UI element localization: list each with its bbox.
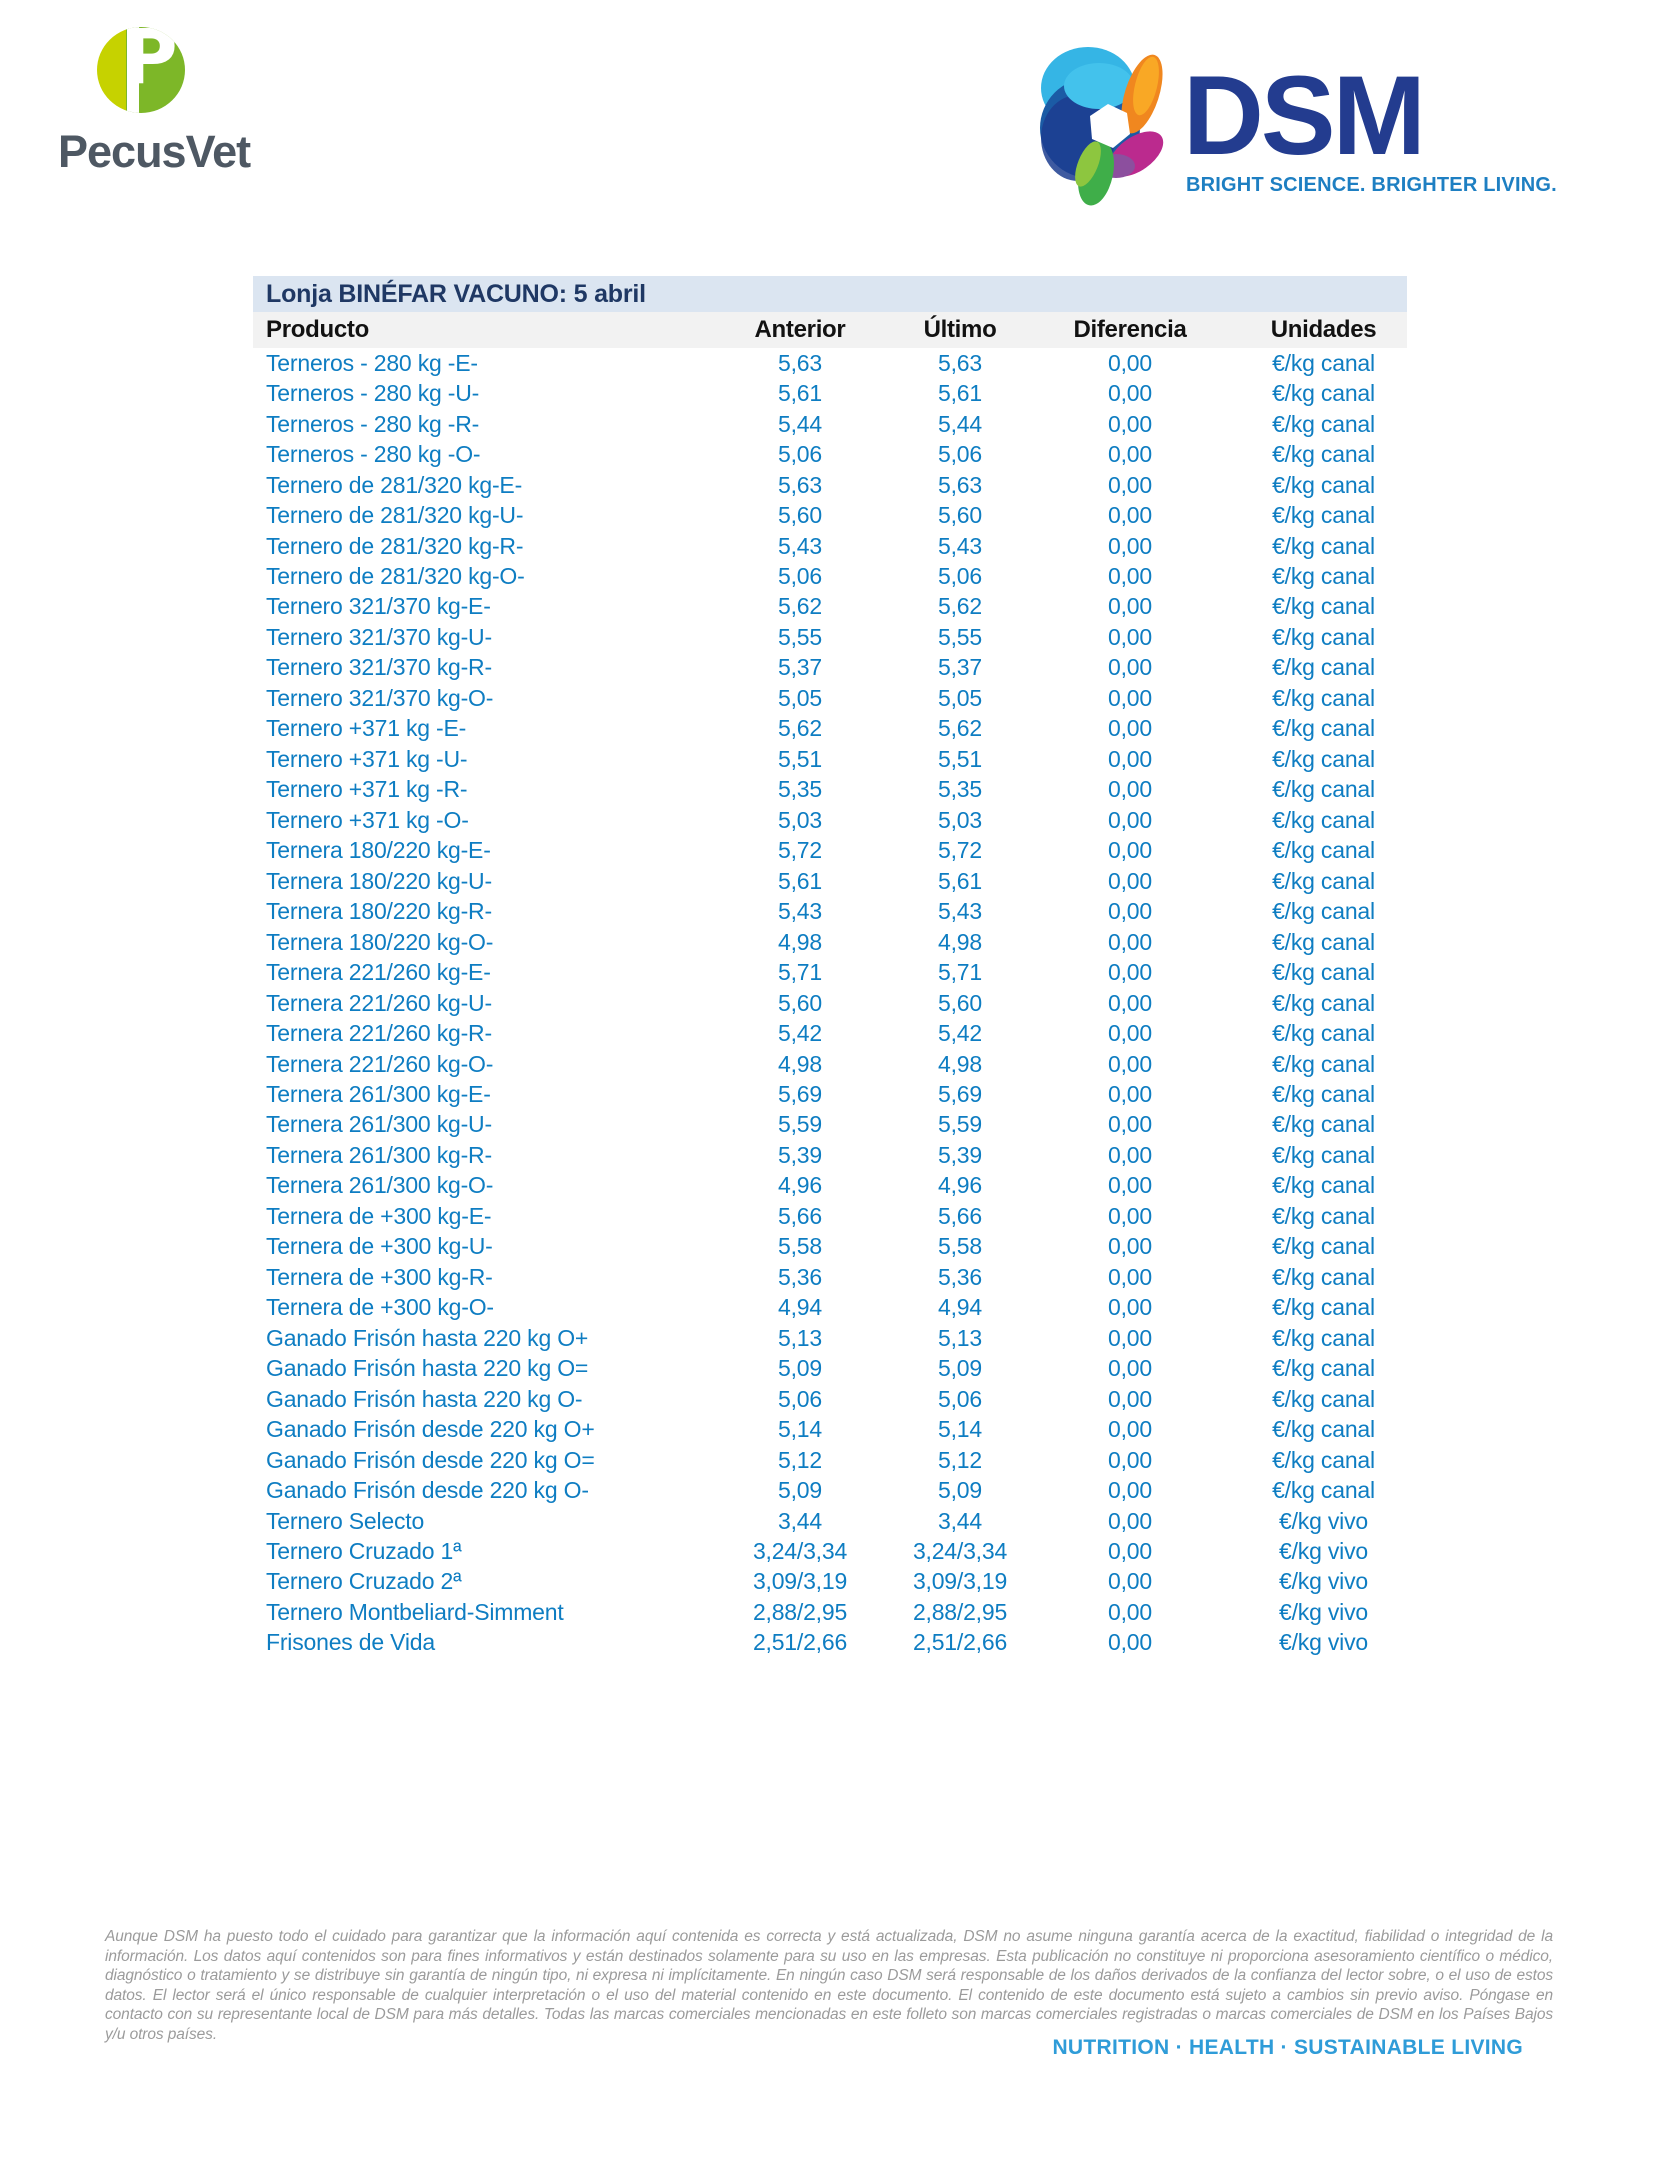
table-row bbox=[253, 1293, 1407, 1323]
disclaimer-text: Aunque DSM ha puesto todo el cuidado para garantizar que la información aquí contenida es correcta y está actualizada, DSM no asume ninguna garantía acerca de la exactitud, fiabilidad o integridad de la información. Los datos aquí contenidos son para fines informativos y están destinados solamente para su uso en las empresas. Esta publicación no constituye ni proporciona asesoramiento científico o médico, diagnóstico o tratamiento y se distribuye sin garantía de ningún tipo, ni expresa ni implícitamente. En ningún caso DSM será responsable de los daños derivados de la confianza del lector sobre, o el uso de estos datos. El lector será el único responsable de cualquier interpretación o el uso del material contenido en este documento. El contenido de este documento está sujeto a cambios sin previo aviso. Póngase en contacto con su representante local de DSM para más detalles. Todas las marcas comerciales mencionadas en este folleto son marcas comerciales registradas o marcas comerciales de DSM en los Países Bajos y/u otros países. bbox=[105, 1928, 1553, 2043]
pecusvet-logo bbox=[58, 27, 258, 178]
table-cell: 5,39 bbox=[938, 1141, 982, 1168]
table-cell: €/kg canal bbox=[1272, 563, 1375, 590]
column-header-4: Unidades bbox=[1270, 316, 1377, 343]
table-cell: Ternero +371 kg -O- bbox=[266, 806, 469, 833]
table-cell: 5,43 bbox=[938, 532, 982, 559]
table-row bbox=[253, 1445, 1407, 1475]
table-row bbox=[253, 1171, 1407, 1201]
column-header-3: Diferencia bbox=[1073, 316, 1187, 343]
table-cell: 5,14 bbox=[778, 1416, 822, 1443]
table-cell: Ternera de +300 kg-E- bbox=[266, 1202, 492, 1229]
table-cell: 5,62 bbox=[938, 593, 982, 620]
table-cell: 5,60 bbox=[938, 989, 982, 1016]
table-cell: 0,00 bbox=[1108, 928, 1152, 955]
table-cell: €/kg canal bbox=[1272, 349, 1375, 376]
table-cell: €/kg canal bbox=[1272, 1416, 1375, 1443]
table-cell: Ganado Frisón hasta 220 kg O+ bbox=[266, 1324, 589, 1351]
table-cell: Terneros - 280 kg -E- bbox=[266, 349, 478, 376]
table-cell: 5,51 bbox=[938, 745, 982, 772]
dsm-wordmark: DSM bbox=[1183, 53, 1423, 178]
table-cell: 5,61 bbox=[778, 380, 822, 407]
table-cell: Ganado Frisón hasta 220 kg O= bbox=[266, 1355, 589, 1382]
table-cell: €/kg canal bbox=[1272, 1020, 1375, 1047]
table-cell: €/kg canal bbox=[1272, 1111, 1375, 1138]
table-cell: 0,00 bbox=[1108, 715, 1152, 742]
table-cell: €/kg canal bbox=[1272, 928, 1375, 955]
table-cell: €/kg canal bbox=[1272, 1446, 1375, 1473]
table-cell: 0,00 bbox=[1108, 1416, 1152, 1443]
table-cell: Ternero de 281/320 kg-E- bbox=[266, 471, 523, 498]
table-row bbox=[253, 988, 1407, 1018]
table-cell: €/kg canal bbox=[1272, 410, 1375, 437]
table-cell: 5,60 bbox=[938, 502, 982, 529]
table-cell: 0,00 bbox=[1108, 898, 1152, 925]
table-cell: Ternera 180/220 kg-R- bbox=[266, 898, 492, 925]
table-row bbox=[253, 378, 1407, 408]
table-cell: 0,00 bbox=[1108, 1477, 1152, 1504]
table-cell: 5,42 bbox=[938, 1020, 982, 1047]
table-cell: 0,00 bbox=[1108, 1629, 1152, 1656]
table-row bbox=[253, 622, 1407, 652]
table-cell: 5,06 bbox=[778, 563, 822, 590]
table-row bbox=[253, 1384, 1407, 1414]
table-title: Lonja BINÉFAR VACUNO: 5 abril bbox=[253, 276, 1407, 312]
table-cell: 5,09 bbox=[778, 1355, 822, 1382]
table-cell: €/kg canal bbox=[1272, 1294, 1375, 1321]
table-row bbox=[253, 805, 1407, 835]
table-cell: 0,00 bbox=[1108, 989, 1152, 1016]
table-row bbox=[253, 531, 1407, 561]
table-cell: Terneros - 280 kg -O- bbox=[266, 441, 481, 468]
table-cell: Ternero 321/370 kg-R- bbox=[266, 654, 492, 681]
table-cell: 5,51 bbox=[778, 745, 822, 772]
table-cell: 0,00 bbox=[1108, 1050, 1152, 1077]
table-cell: 2,88/2,95 bbox=[912, 1598, 1008, 1625]
table-cell: €/kg vivo bbox=[1279, 1538, 1368, 1565]
table-row bbox=[253, 439, 1407, 469]
table-cell: €/kg vivo bbox=[1279, 1598, 1368, 1625]
table-cell: 5,09 bbox=[938, 1355, 982, 1382]
table-cell: Ternero de 281/320 kg-U- bbox=[266, 502, 524, 529]
table-cell: Ternera 180/220 kg-O- bbox=[266, 928, 494, 955]
price-table bbox=[253, 276, 1407, 1658]
table-cell: 0,00 bbox=[1108, 959, 1152, 986]
table-cell: 5,59 bbox=[778, 1111, 822, 1138]
table-cell: €/kg canal bbox=[1272, 593, 1375, 620]
table-cell: Ganado Frisón desde 220 kg O= bbox=[266, 1446, 595, 1473]
table-cell: €/kg canal bbox=[1272, 1080, 1375, 1107]
table-cell: 5,06 bbox=[938, 441, 982, 468]
table-cell: 0,00 bbox=[1108, 1141, 1152, 1168]
table-cell: 5,72 bbox=[778, 837, 822, 864]
table-cell: €/kg canal bbox=[1272, 867, 1375, 894]
table-row bbox=[253, 1414, 1407, 1444]
table-cell: €/kg canal bbox=[1272, 837, 1375, 864]
table-row bbox=[253, 1079, 1407, 1109]
table-cell: 0,00 bbox=[1108, 1598, 1152, 1625]
table-cell: 0,00 bbox=[1108, 684, 1152, 711]
table-cell: €/kg canal bbox=[1272, 380, 1375, 407]
table-cell: 0,00 bbox=[1108, 1233, 1152, 1260]
table-cell: Ternera 221/260 kg-U- bbox=[266, 989, 492, 1016]
table-cell: 0,00 bbox=[1108, 1202, 1152, 1229]
table-cell: 5,63 bbox=[938, 349, 982, 376]
table-cell: €/kg canal bbox=[1272, 684, 1375, 711]
table-cell: 4,98 bbox=[778, 1050, 822, 1077]
table-cell: Ternero 321/370 kg-E- bbox=[266, 593, 491, 620]
table-cell: 0,00 bbox=[1108, 349, 1152, 376]
table-cell: 5,44 bbox=[938, 410, 982, 437]
table-cell: 0,00 bbox=[1108, 1538, 1152, 1565]
table-cell: 5,63 bbox=[938, 471, 982, 498]
table-cell: 0,00 bbox=[1108, 654, 1152, 681]
table-cell: Ternera de +300 kg-R- bbox=[266, 1263, 493, 1290]
table-cell: 5,09 bbox=[938, 1477, 982, 1504]
table-cell: 5,58 bbox=[778, 1233, 822, 1260]
table-cell: 5,44 bbox=[778, 410, 822, 437]
table-cell: 4,98 bbox=[778, 928, 822, 955]
table-cell: Ternero +371 kg -E- bbox=[266, 715, 467, 742]
pecusvet-wordmark: PecusVet bbox=[58, 126, 251, 177]
table-cell: 0,00 bbox=[1108, 1507, 1152, 1534]
table-cell: Ganado Frisón hasta 220 kg O- bbox=[266, 1385, 583, 1412]
table-cell: 0,00 bbox=[1108, 563, 1152, 590]
table-cell: 5,55 bbox=[938, 623, 982, 650]
table-row bbox=[253, 1201, 1407, 1231]
table-row bbox=[253, 561, 1407, 591]
table-cell: 5,36 bbox=[938, 1263, 982, 1290]
table-cell: Terneros - 280 kg -U- bbox=[266, 380, 480, 407]
table-cell: €/kg canal bbox=[1272, 654, 1375, 681]
table-row bbox=[253, 1110, 1407, 1140]
table-cell: 4,98 bbox=[938, 1050, 982, 1077]
table-cell: 5,37 bbox=[938, 654, 982, 681]
table-cell: Ternera 261/300 kg-R- bbox=[266, 1141, 492, 1168]
table-cell: 5,43 bbox=[778, 532, 822, 559]
table-cell: €/kg canal bbox=[1272, 1050, 1375, 1077]
table-cell: 5,71 bbox=[778, 959, 822, 986]
table-cell: 5,06 bbox=[778, 441, 822, 468]
table-cell: 0,00 bbox=[1108, 1263, 1152, 1290]
table-cell: €/kg vivo bbox=[1279, 1568, 1368, 1595]
table-cell: €/kg canal bbox=[1272, 1477, 1375, 1504]
table-cell: 5,69 bbox=[778, 1080, 822, 1107]
table-cell: 3,24/3,34 bbox=[912, 1538, 1008, 1565]
pecusvet-logo-icon bbox=[97, 27, 185, 113]
table-cell: 0,00 bbox=[1108, 623, 1152, 650]
table-cell: 5,06 bbox=[778, 1385, 822, 1412]
table-cell: 5,06 bbox=[938, 563, 982, 590]
table-cell: Ternera 180/220 kg-U- bbox=[266, 867, 492, 894]
table-row bbox=[253, 1049, 1407, 1079]
table-cell: 0,00 bbox=[1108, 410, 1152, 437]
table-cell: 5,36 bbox=[778, 1263, 822, 1290]
table-cell: 5,13 bbox=[778, 1324, 822, 1351]
table-row bbox=[253, 714, 1407, 744]
table-cell: Ternera 180/220 kg-E- bbox=[266, 837, 491, 864]
table-cell: €/kg canal bbox=[1272, 471, 1375, 498]
table-row bbox=[253, 1262, 1407, 1292]
table-cell: 0,00 bbox=[1108, 380, 1152, 407]
table-cell: €/kg canal bbox=[1272, 532, 1375, 559]
table-row bbox=[253, 896, 1407, 926]
table-cell: 5,61 bbox=[938, 867, 982, 894]
table-cell: Ternero Selecto bbox=[266, 1507, 425, 1534]
table-cell: €/kg canal bbox=[1272, 441, 1375, 468]
table-row bbox=[253, 1567, 1407, 1597]
table-cell: 5,42 bbox=[778, 1020, 822, 1047]
table-cell: Ganado Frisón desde 220 kg O- bbox=[266, 1477, 589, 1504]
table-cell: 5,13 bbox=[938, 1324, 982, 1351]
table-cell: 5,14 bbox=[938, 1416, 982, 1443]
table-row bbox=[253, 1628, 1407, 1658]
table-row bbox=[253, 409, 1407, 439]
table-row bbox=[253, 1475, 1407, 1505]
table-cell: 0,00 bbox=[1108, 1324, 1152, 1351]
table-cell: 0,00 bbox=[1108, 1020, 1152, 1047]
table-cell: 0,00 bbox=[1108, 1172, 1152, 1199]
dsm-footer-tagline: NUTRITION · HEALTH · SUSTAINABLE LIVING bbox=[1052, 2036, 1523, 2059]
table-cell: Ternera 261/300 kg-U- bbox=[266, 1111, 492, 1138]
table-cell: Ternero Cruzado 1ª bbox=[266, 1538, 462, 1565]
table-cell: 0,00 bbox=[1108, 1385, 1152, 1412]
table-cell: 0,00 bbox=[1108, 776, 1152, 803]
table-cell: €/kg canal bbox=[1272, 959, 1375, 986]
table-row bbox=[253, 348, 1407, 378]
table-cell: 5,66 bbox=[778, 1202, 822, 1229]
table-cell: Ganado Frisón desde 220 kg O+ bbox=[266, 1416, 595, 1443]
table-cell: 0,00 bbox=[1108, 471, 1152, 498]
table-row bbox=[253, 1353, 1407, 1383]
table-cell: 5,59 bbox=[938, 1111, 982, 1138]
table-cell: 5,66 bbox=[938, 1202, 982, 1229]
table-cell: 5,62 bbox=[778, 715, 822, 742]
pecusvet-logo-letter: P bbox=[122, 27, 178, 101]
table-body bbox=[253, 348, 1407, 1658]
dsm-tagline: BRIGHT SCIENCE. BRIGHTER LIVING. bbox=[1186, 174, 1557, 196]
table-header-row bbox=[253, 312, 1407, 348]
table-cell: €/kg canal bbox=[1272, 1324, 1375, 1351]
table-cell: 0,00 bbox=[1108, 1355, 1152, 1382]
table-cell: €/kg canal bbox=[1272, 1385, 1375, 1412]
table-cell: Ternero de 281/320 kg-R- bbox=[266, 532, 524, 559]
table-cell: 5,35 bbox=[778, 776, 822, 803]
table-row bbox=[253, 1323, 1407, 1353]
table-cell: 0,00 bbox=[1108, 867, 1152, 894]
table-cell: €/kg canal bbox=[1272, 806, 1375, 833]
table-cell: Terneros - 280 kg -R- bbox=[266, 410, 480, 437]
column-header-1: Anterior bbox=[754, 316, 846, 343]
table-cell: Ternero Montbeliard-Simment bbox=[266, 1598, 564, 1625]
table-cell: 0,00 bbox=[1108, 1446, 1152, 1473]
table-cell: 0,00 bbox=[1108, 1111, 1152, 1138]
table-cell: €/kg canal bbox=[1272, 1355, 1375, 1382]
table-row bbox=[253, 1597, 1407, 1627]
table-cell: 5,39 bbox=[778, 1141, 822, 1168]
table-cell: 0,00 bbox=[1108, 1294, 1152, 1321]
table-cell: 5,71 bbox=[938, 959, 982, 986]
table-cell: 5,62 bbox=[778, 593, 822, 620]
table-cell: Ternera de +300 kg-U- bbox=[266, 1233, 493, 1260]
table-row bbox=[253, 744, 1407, 774]
table-cell: €/kg canal bbox=[1272, 776, 1375, 803]
table-cell: Ternera 221/260 kg-E- bbox=[266, 959, 491, 986]
table-cell: 5,03 bbox=[938, 806, 982, 833]
table-cell: Ternero +371 kg -U- bbox=[266, 745, 468, 772]
table-cell: 3,44 bbox=[778, 1507, 822, 1534]
column-header-0: Producto bbox=[266, 316, 369, 343]
table-cell: 2,51/2,66 bbox=[752, 1629, 848, 1656]
table-cell: 4,98 bbox=[938, 928, 982, 955]
table-cell: 0,00 bbox=[1108, 532, 1152, 559]
table-cell: 2,51/2,66 bbox=[912, 1629, 1008, 1656]
table-cell: 0,00 bbox=[1108, 1080, 1152, 1107]
table-cell: 4,94 bbox=[778, 1294, 822, 1321]
table-cell: 5,35 bbox=[938, 776, 982, 803]
table-cell: 5,62 bbox=[938, 715, 982, 742]
table-cell: Ternero +371 kg -R- bbox=[266, 776, 468, 803]
table-cell: 5,37 bbox=[778, 654, 822, 681]
table-cell: €/kg canal bbox=[1272, 623, 1375, 650]
table-row bbox=[253, 775, 1407, 805]
table-cell: Ternero de 281/320 kg-O- bbox=[266, 563, 525, 590]
table-row bbox=[253, 1232, 1407, 1262]
table-cell: 0,00 bbox=[1108, 502, 1152, 529]
table-cell: €/kg vivo bbox=[1279, 1507, 1368, 1534]
table-cell: 5,61 bbox=[938, 380, 982, 407]
table-cell: 5,12 bbox=[778, 1446, 822, 1473]
table-row bbox=[253, 927, 1407, 957]
table-cell: 5,43 bbox=[778, 898, 822, 925]
table-cell: 5,63 bbox=[778, 471, 822, 498]
table-row bbox=[253, 470, 1407, 500]
table-cell: 3,44 bbox=[938, 1507, 982, 1534]
table-cell: €/kg vivo bbox=[1279, 1629, 1368, 1656]
table-cell: 4,96 bbox=[938, 1172, 982, 1199]
table-cell: 5,06 bbox=[938, 1385, 982, 1412]
table-cell: 3,09/3,19 bbox=[752, 1568, 848, 1595]
table-cell: €/kg canal bbox=[1272, 745, 1375, 772]
table-row bbox=[253, 957, 1407, 987]
table-cell: €/kg canal bbox=[1272, 1141, 1375, 1168]
table-cell: 5,61 bbox=[778, 867, 822, 894]
table-row bbox=[253, 653, 1407, 683]
table-cell: 0,00 bbox=[1108, 745, 1152, 772]
table-cell: 5,09 bbox=[778, 1477, 822, 1504]
table-cell: 5,60 bbox=[778, 502, 822, 529]
table-cell: 0,00 bbox=[1108, 1568, 1152, 1595]
table-cell: 5,03 bbox=[778, 806, 822, 833]
table-row bbox=[253, 836, 1407, 866]
table-cell: Ternero Cruzado 2ª bbox=[266, 1568, 462, 1595]
table-cell: 5,43 bbox=[938, 898, 982, 925]
table-cell: 5,63 bbox=[778, 349, 822, 376]
table-cell: 2,88/2,95 bbox=[752, 1598, 848, 1625]
table-cell: 5,60 bbox=[778, 989, 822, 1016]
table-cell: €/kg canal bbox=[1272, 1233, 1375, 1260]
table-cell: €/kg canal bbox=[1272, 715, 1375, 742]
table-cell: €/kg canal bbox=[1272, 1172, 1375, 1199]
table-row bbox=[253, 1536, 1407, 1566]
table-cell: 5,05 bbox=[938, 684, 982, 711]
table-cell: Frisones de Vida bbox=[266, 1629, 435, 1656]
dsm-text-block bbox=[1183, 53, 1603, 197]
table-cell: 5,05 bbox=[778, 684, 822, 711]
table-row bbox=[253, 1140, 1407, 1170]
table-cell: Ternera de +300 kg-O- bbox=[266, 1294, 494, 1321]
table-row bbox=[253, 500, 1407, 530]
table-cell: Ternera 261/300 kg-O- bbox=[266, 1172, 494, 1199]
table-cell: €/kg canal bbox=[1272, 1263, 1375, 1290]
table-cell: 3,09/3,19 bbox=[912, 1568, 1008, 1595]
table-cell: 0,00 bbox=[1108, 441, 1152, 468]
table-cell: 5,55 bbox=[778, 623, 822, 650]
table-row bbox=[253, 1018, 1407, 1048]
table-row bbox=[253, 866, 1407, 896]
table-cell: Ternera 221/260 kg-O- bbox=[266, 1050, 494, 1077]
table-cell: €/kg canal bbox=[1272, 1202, 1375, 1229]
dsm-swirl-icon bbox=[1038, 36, 1180, 208]
table-cell: 0,00 bbox=[1108, 837, 1152, 864]
table-row bbox=[253, 1506, 1407, 1536]
column-header-2: Último bbox=[923, 316, 997, 343]
table-cell: 5,69 bbox=[938, 1080, 982, 1107]
table-cell: 5,12 bbox=[938, 1446, 982, 1473]
table-cell: 5,72 bbox=[938, 837, 982, 864]
table-cell: Ternera 261/300 kg-E- bbox=[266, 1080, 491, 1107]
table-cell: Ternero 321/370 kg-O- bbox=[266, 684, 494, 711]
table-row bbox=[253, 592, 1407, 622]
table-cell: 3,24/3,34 bbox=[752, 1538, 848, 1565]
table-cell: Ternera 221/260 kg-R- bbox=[266, 1020, 492, 1047]
table-cell: 0,00 bbox=[1108, 593, 1152, 620]
table-cell: Ternero 321/370 kg-U- bbox=[266, 623, 492, 650]
table-cell: €/kg canal bbox=[1272, 502, 1375, 529]
table-cell: 4,96 bbox=[778, 1172, 822, 1199]
table-cell: €/kg canal bbox=[1272, 989, 1375, 1016]
table-cell: €/kg canal bbox=[1272, 898, 1375, 925]
table-cell: 4,94 bbox=[938, 1294, 982, 1321]
table-row bbox=[253, 683, 1407, 713]
table-cell: 5,58 bbox=[938, 1233, 982, 1260]
table-cell: 0,00 bbox=[1108, 806, 1152, 833]
